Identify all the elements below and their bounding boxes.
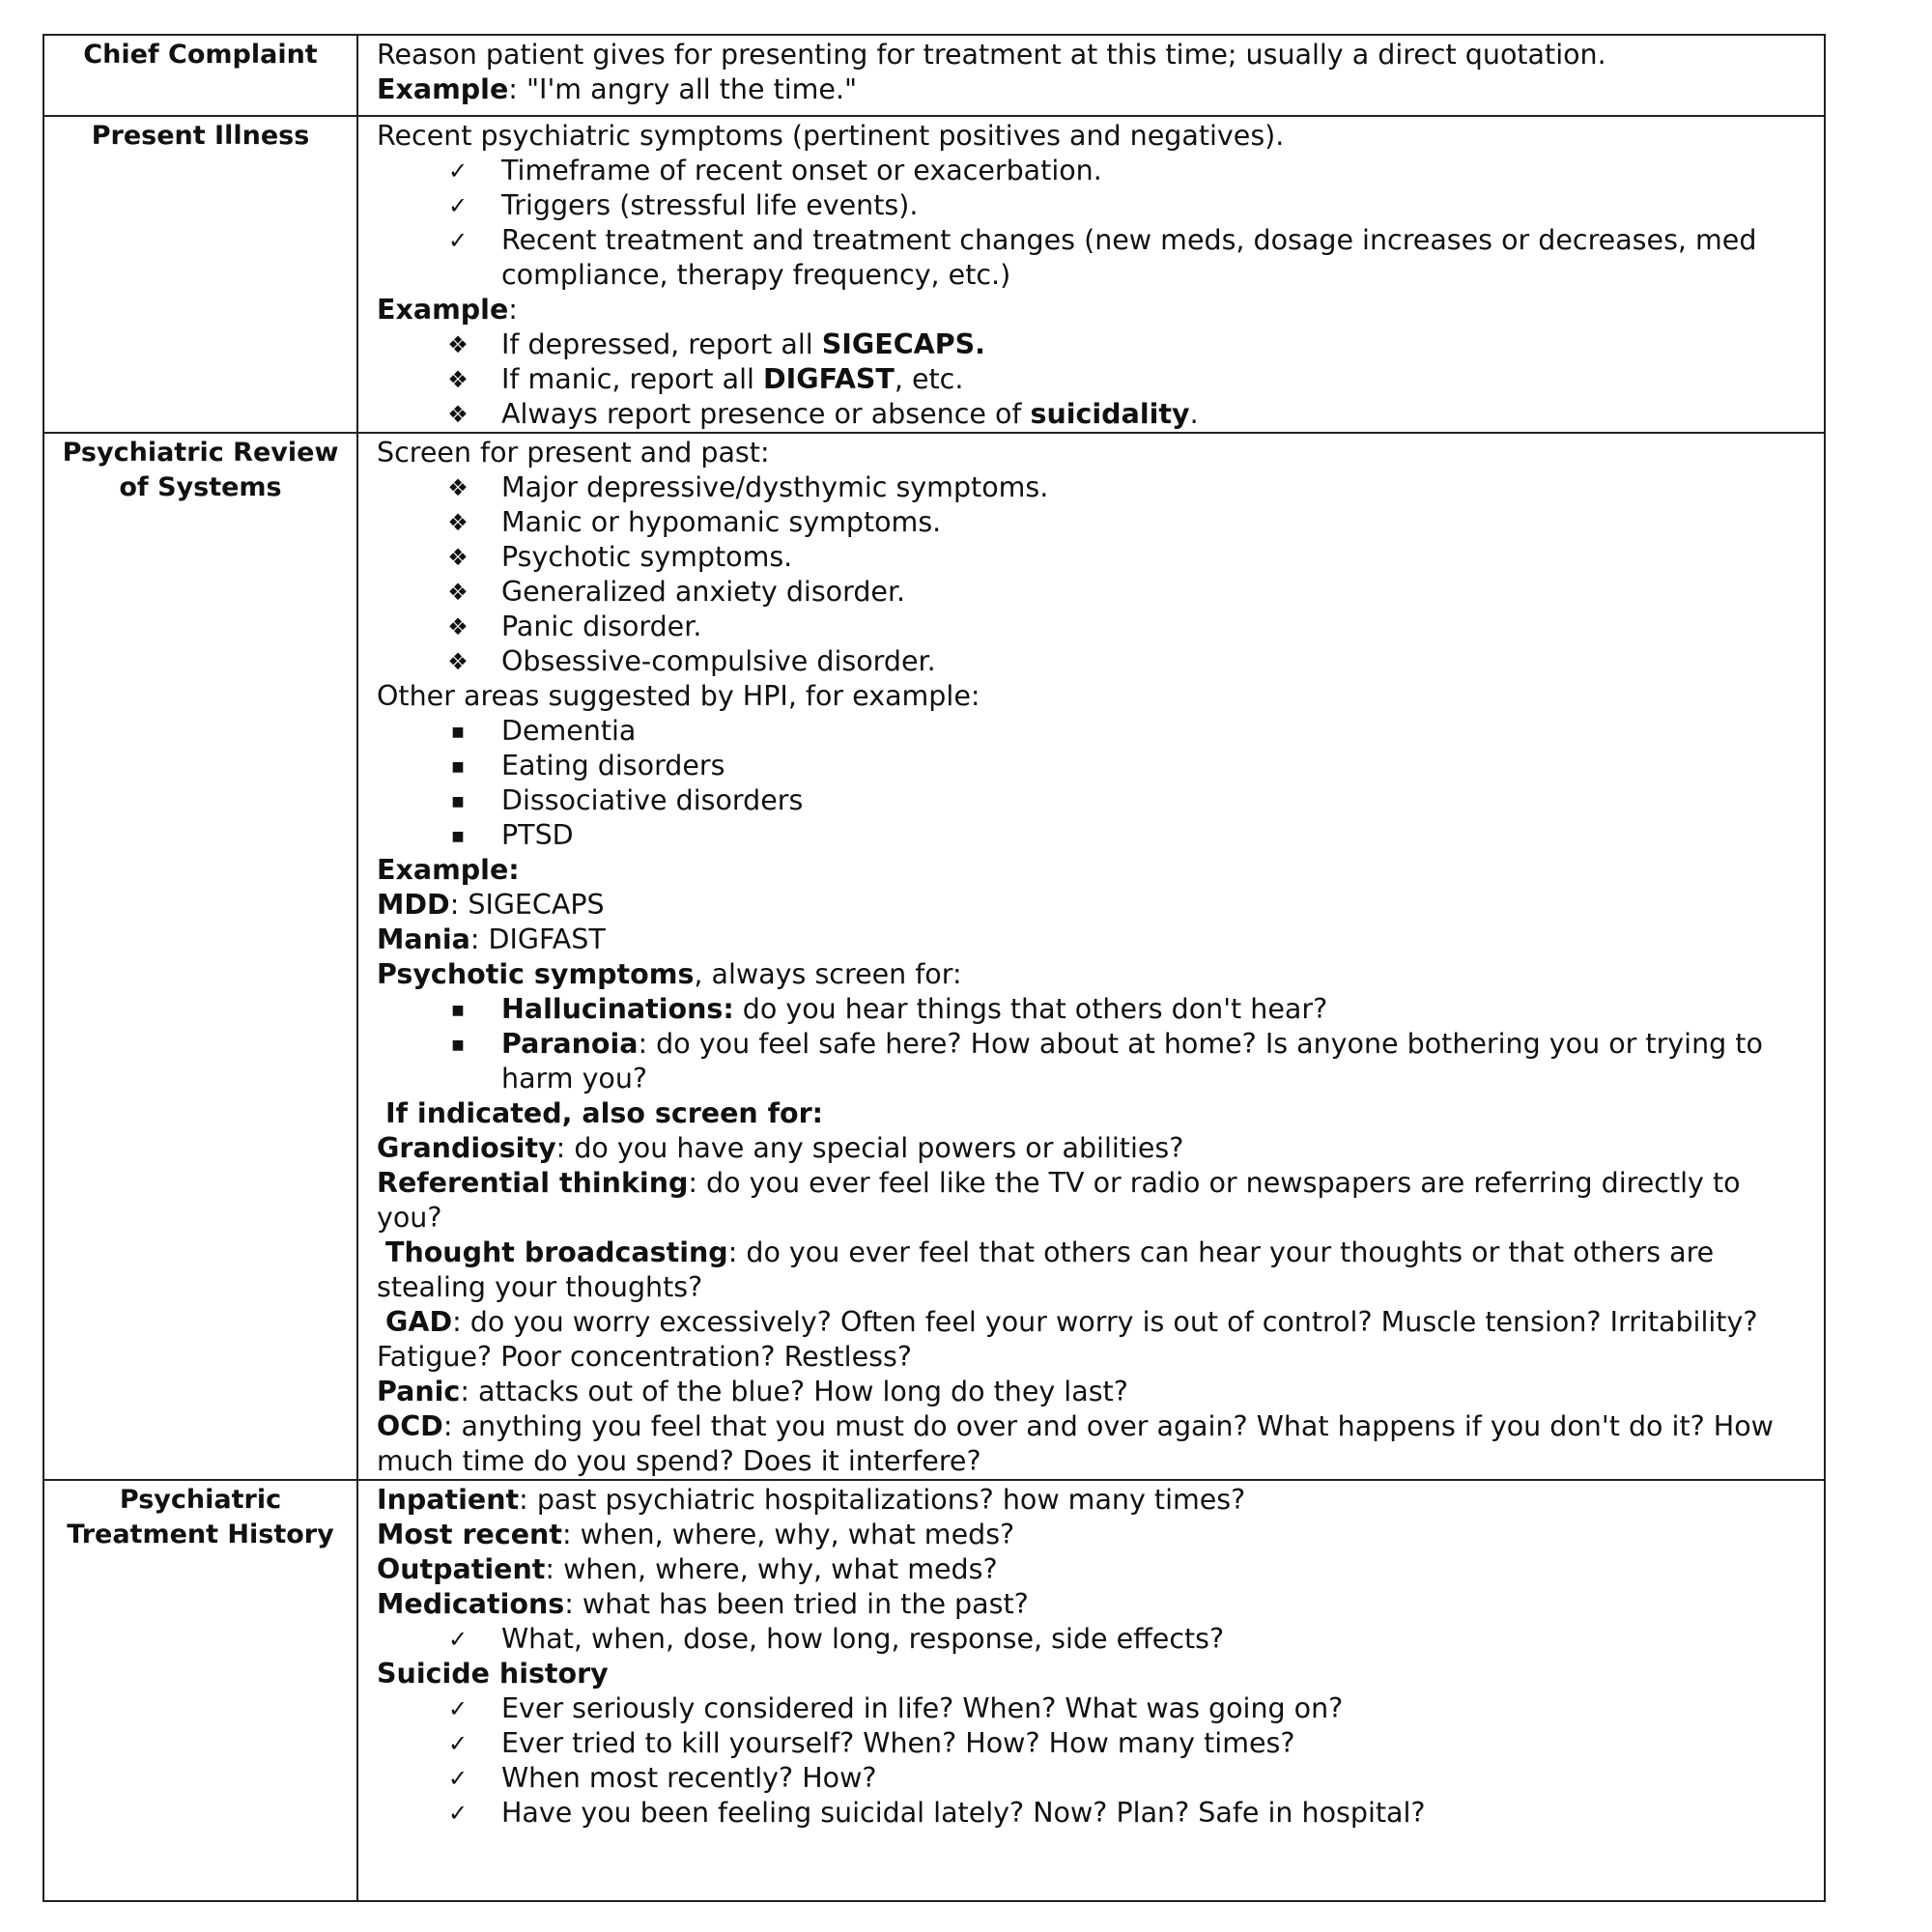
review-example-label: Example: bbox=[377, 854, 520, 886]
row-header-chief-complaint: Chief Complaint bbox=[43, 35, 357, 116]
list-item: ✓ Ever seriously considered in life? When? What was going on? bbox=[377, 1691, 1803, 1726]
example-text: : "I'm angry all the time." bbox=[508, 73, 858, 105]
diamond-bullet-icon: ❖ bbox=[447, 613, 469, 640]
treatment-line: Outpatient: when, where, why, what meds? bbox=[377, 1553, 998, 1585]
present-illness-intro: Recent psychiatric symptoms (pertinent positives and negatives). bbox=[377, 120, 1285, 152]
qa-line: GAD: do you worry excessively? Often feel your worry is out of control? Muscle tension? Irritability? Fatigue? Poor concentration? Restless? bbox=[377, 1306, 1758, 1373]
chief-complaint-description: Reason patient gives for presenting for treatment at this time; usually a direct quotation. bbox=[377, 39, 1606, 71]
example-label: Example bbox=[377, 73, 509, 105]
present-illness-body bbox=[357, 116, 1825, 433]
history-table bbox=[43, 34, 1826, 1902]
psychotic-symptoms-line: Psychotic symptoms, always screen for: bbox=[377, 958, 962, 990]
square-bullet-icon: ■ bbox=[451, 759, 465, 775]
square-bullet-icon: ■ bbox=[451, 1037, 465, 1053]
diamond-bullet-icon: ❖ bbox=[447, 401, 469, 428]
diamond-bullet-icon: ❖ bbox=[447, 474, 469, 501]
list-item: ❖ Manic or hypomanic symptoms. bbox=[377, 505, 1803, 540]
chief-complaint-example bbox=[377, 72, 1803, 107]
mania-line: Mania: DIGFAST bbox=[377, 923, 606, 955]
list-item: ■ Paranoia: do you feel safe here? How about at home? Is anyone bothering you or trying to harm you? bbox=[377, 1027, 1803, 1096]
checkmark-icon: ✓ bbox=[447, 1730, 469, 1757]
qa-line: Thought broadcasting: do you ever feel that others can hear your thoughts or that others are stealing your thoughts? bbox=[377, 1236, 1715, 1303]
diamond-bullet-icon: ❖ bbox=[447, 579, 469, 606]
list-item: ❖ Panic disorder. bbox=[377, 610, 1803, 644]
other-areas-intro: Other areas suggested by HPI, for example: bbox=[377, 680, 980, 712]
square-bullet-icon: ■ bbox=[451, 794, 465, 810]
checkmark-icon: ✓ bbox=[447, 227, 469, 254]
treatment-line: Medications: what has been tried in the past? bbox=[377, 1588, 1029, 1620]
list-item: ❖ Psychotic symptoms. bbox=[377, 540, 1803, 575]
screen-intro: Screen for present and past: bbox=[377, 437, 770, 469]
square-bullet-icon: ■ bbox=[451, 724, 465, 740]
list-item: ❖ Always report presence or absence of suicidality. bbox=[377, 397, 1803, 432]
present-illness-example-label: Example: bbox=[377, 294, 518, 326]
list-item: ■ Hallucinations: do you hear things that others don't hear? bbox=[377, 992, 1803, 1027]
qa-line: Referential thinking: do you ever feel like the TV or radio or newspapers are referring directly to you? bbox=[377, 1167, 1741, 1234]
list-item: ✓ Timeframe of recent onset or exacerbation. bbox=[377, 154, 1803, 188]
square-bullet-icon: ■ bbox=[451, 829, 465, 844]
row-header-psychiatric-review: Psychiatric Review of Systems bbox=[43, 433, 357, 1480]
diamond-bullet-icon: ❖ bbox=[447, 544, 469, 571]
treatment-history-body bbox=[357, 1480, 1825, 1901]
diamond-bullet-icon: ❖ bbox=[447, 366, 469, 393]
list-item: ✓ Recent treatment and treatment changes (new meds, dosage increases or decreases, med compliance, therapy frequency, etc.) bbox=[377, 223, 1803, 293]
list-item: ■ Dissociative disorders bbox=[377, 783, 1803, 818]
checkmark-icon: ✓ bbox=[447, 157, 469, 185]
list-item: ❖ If manic, report all DIGFAST, etc. bbox=[377, 362, 1803, 397]
row-treatment-history bbox=[43, 1480, 1825, 1901]
chief-complaint-body bbox=[357, 35, 1825, 116]
qa-line: Grandiosity: do you have any special powers or abilities? bbox=[377, 1132, 1184, 1164]
suicide-history-label: Suicide history bbox=[377, 1658, 609, 1690]
list-item: ✓ When most recently? How? bbox=[377, 1761, 1803, 1796]
square-bullet-icon: ■ bbox=[451, 1003, 465, 1018]
checkmark-icon: ✓ bbox=[447, 1765, 469, 1792]
list-item: ■ PTSD bbox=[377, 818, 1803, 853]
list-item: ❖ Obsessive-compulsive disorder. bbox=[377, 644, 1803, 679]
list-item: ✓ Triggers (stressful life events). bbox=[377, 188, 1803, 223]
list-item: ✓ Have you been feeling suicidal lately? Now? Plan? Safe in hospital? bbox=[377, 1796, 1803, 1831]
list-item: ❖ If depressed, report all SIGECAPS. bbox=[377, 327, 1803, 362]
list-item: ■ Dementia bbox=[377, 714, 1803, 749]
row-chief-complaint bbox=[43, 35, 1825, 116]
list-item: ■ Eating disorders bbox=[377, 749, 1803, 783]
row-psychiatric-review bbox=[43, 433, 1825, 1480]
diamond-bullet-icon: ❖ bbox=[447, 648, 469, 675]
list-item: ✓ What, when, dose, how long, response, side effects? bbox=[377, 1622, 1803, 1657]
checkmark-icon: ✓ bbox=[447, 1626, 469, 1653]
diamond-bullet-icon: ❖ bbox=[447, 331, 469, 358]
list-item: ❖ Major depressive/dysthymic symptoms. bbox=[377, 470, 1803, 505]
list-item: ❖ Generalized anxiety disorder. bbox=[377, 575, 1803, 610]
checkmark-icon: ✓ bbox=[447, 1695, 469, 1722]
diamond-bullet-icon: ❖ bbox=[447, 509, 469, 536]
qa-line: OCD: anything you feel that you must do over and over again? What happens if you don't do it? How much time do you spend? Does it interfere? bbox=[377, 1410, 1774, 1477]
treatment-line: Most recent: when, where, why, what meds? bbox=[377, 1519, 1015, 1550]
row-present-illness bbox=[43, 116, 1825, 433]
mdd-line: MDD: SIGECAPS bbox=[377, 889, 605, 921]
checkmark-icon: ✓ bbox=[447, 1800, 469, 1827]
list-item: ✓ Ever tried to kill yourself? When? How? How many times? bbox=[377, 1726, 1803, 1761]
qa-line: Panic: attacks out of the blue? How long do they last? bbox=[377, 1376, 1128, 1407]
treatment-line: Inpatient: past psychiatric hospitalizations? how many times? bbox=[377, 1484, 1246, 1516]
checkmark-icon: ✓ bbox=[447, 192, 469, 219]
if-indicated-line: If indicated, also screen for: bbox=[385, 1097, 824, 1129]
document-page bbox=[43, 34, 1826, 1902]
psychiatric-review-body bbox=[357, 433, 1825, 1480]
row-header-treatment-history: Psychiatric Treatment History bbox=[43, 1480, 357, 1901]
row-header-present-illness: Present Illness bbox=[43, 116, 357, 433]
